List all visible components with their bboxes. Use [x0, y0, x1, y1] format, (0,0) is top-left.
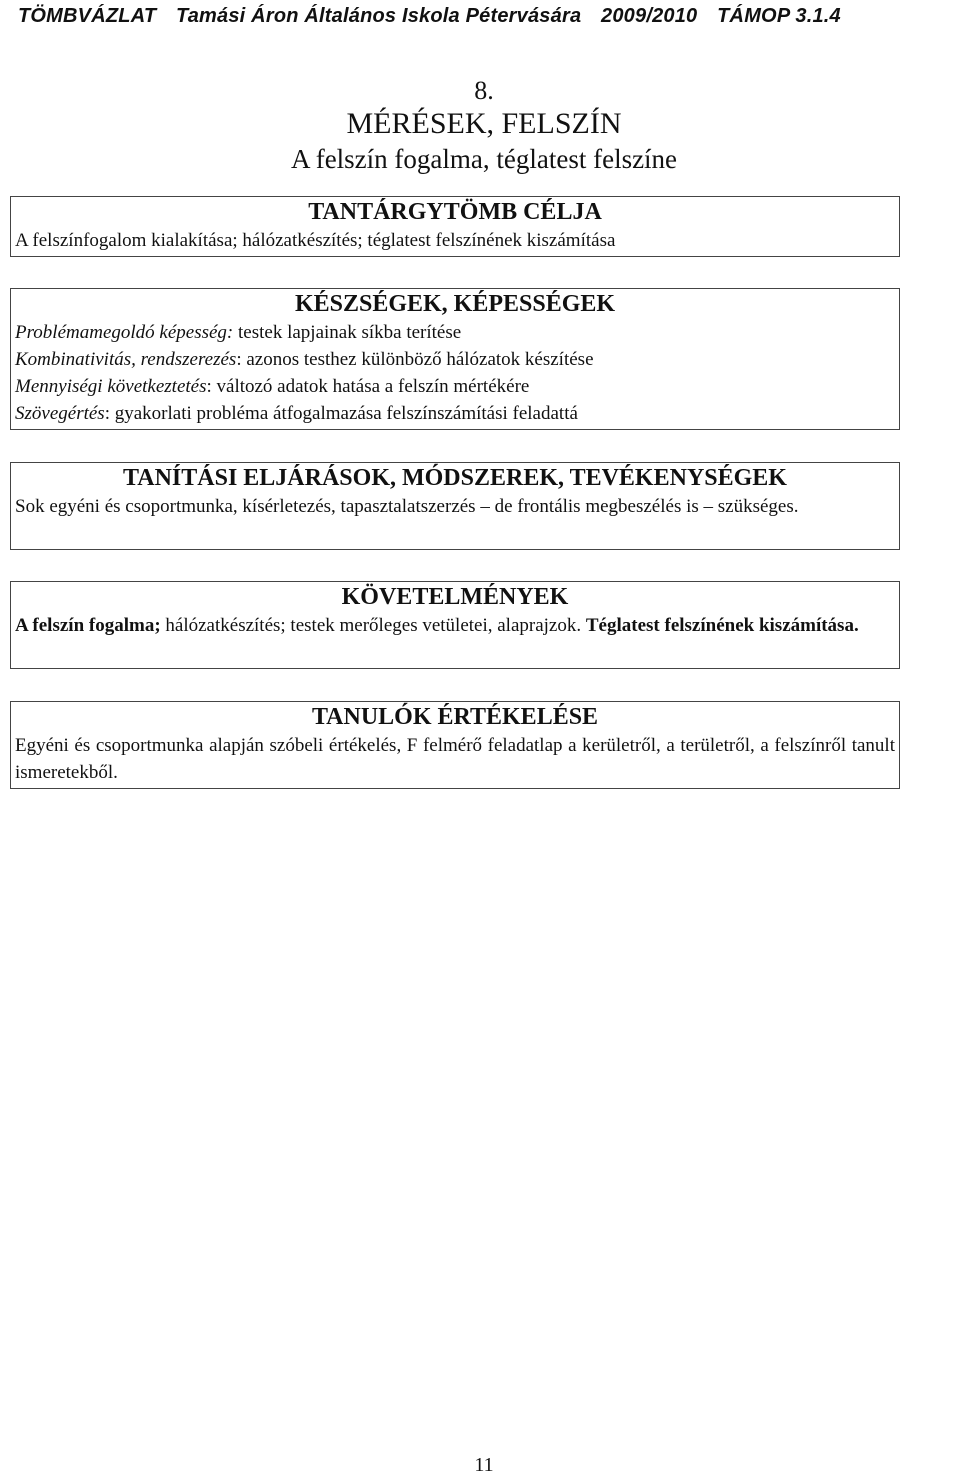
skill-item — [15, 373, 895, 400]
skill-description: : azonos testhez különböző hálózatok készítése — [236, 349, 594, 370]
skill-name: Mennyiségi következtetés — [15, 376, 207, 397]
header-document-type: TÖMBVÁZLAT — [18, 5, 157, 27]
header-program-code: TÁMOP 3.1.4 — [717, 5, 841, 27]
skill-item — [15, 346, 895, 373]
skill-name: Problémamegoldó képesség: — [15, 322, 234, 343]
skill-item — [15, 400, 895, 427]
requirements-text — [15, 612, 895, 639]
header-school-year: 2009/2010 — [601, 5, 698, 27]
requirements-section — [10, 581, 900, 669]
methods-text: Sok egyéni és csoportmunka, kísérletezés, tapasztalatszerzés – de frontális megbeszélés is – szükséges. — [15, 496, 799, 517]
header-school-name: Tamási Áron Általános Iskola Pétervására — [176, 5, 582, 27]
running-header — [18, 3, 958, 29]
methods-heading: TANÍTÁSI ELJÁRÁSOK, MÓDSZEREK, TEVÉKENYSÉGEK — [123, 465, 787, 491]
goal-section — [10, 196, 900, 257]
chapter-title: MÉRÉSEK, FELSZÍN — [346, 107, 622, 140]
requirements-heading: KÖVETELMÉNYEK — [341, 584, 569, 610]
skills-heading: KÉSZSÉGEK, KÉPESSÉGEK — [294, 291, 616, 317]
requirements-bold-calculation: Téglatest felszínének kiszámítása. — [585, 615, 859, 636]
requirements-details: hálózatkészítés; testek merőleges vetületei, alaprajzok. — [160, 615, 586, 636]
goal-text: A felszínfogalom kialakítása; hálózatkészítés; téglatest felszínének kiszámítása — [15, 230, 616, 251]
chapter-subtitle: A felszín fogalma, téglatest felszíne — [290, 144, 678, 174]
skill-item — [15, 319, 895, 346]
assessment-text: Egyéni és csoportmunka alapján szóbeli értékelés, F felmérő feladatlap a kerületről, a területről, a felszínről tanult ismeretekből. — [15, 735, 895, 783]
goal-heading: TANTÁRGYTÖMB CÉLJA — [308, 199, 602, 225]
requirements-bold-concept: A felszín fogalma; — [15, 615, 161, 636]
chapter-number: 8. — [474, 76, 494, 105]
methods-section — [10, 462, 900, 550]
page-number: 11 — [474, 1454, 494, 1476]
skill-description: : változó adatok hatása a felszín mértékére — [206, 376, 530, 397]
assessment-section — [10, 701, 900, 789]
skill-name: Kombinativitás, rendszerezés — [15, 349, 237, 370]
skill-description: testek lapjainak síkba terítése — [233, 322, 462, 343]
skill-name: Szövegértés — [15, 403, 105, 424]
skills-section — [10, 288, 900, 430]
skill-description: : gyakorlati probléma átfogalmazása felszínszámítási feladattá — [104, 403, 578, 424]
assessment-heading: TANULÓK ÉRTÉKELÉSE — [311, 704, 599, 730]
